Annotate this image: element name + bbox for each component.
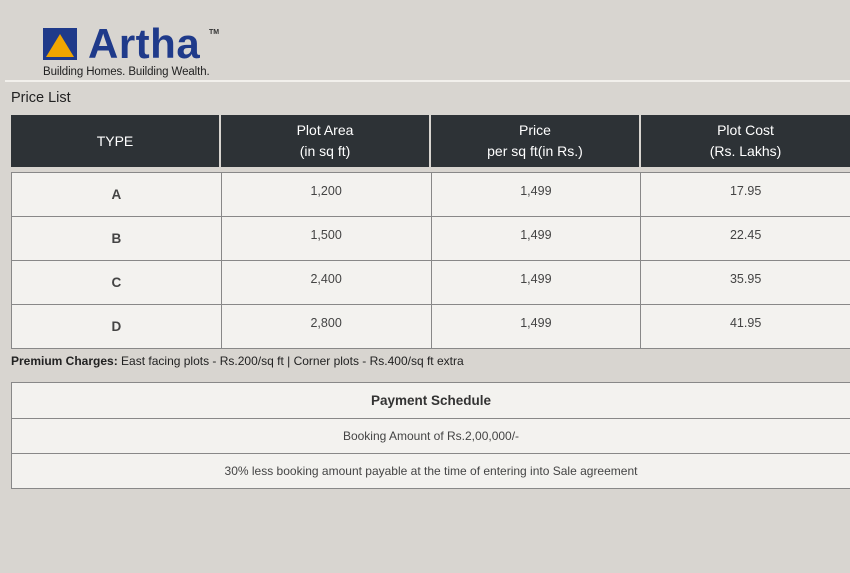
premium-charges-text: East facing plots - Rs.200/sq ft | Corner plots - Rs.400/sq ft extra	[121, 354, 464, 368]
cell-price: 1,499	[432, 173, 642, 216]
logo-mark-icon	[43, 28, 77, 60]
cell-cost: 22.45	[729, 228, 762, 242]
payment-schedule-table	[11, 382, 850, 489]
page-title: Price List	[11, 90, 71, 106]
premium-charges-label: Premium Charges:	[11, 354, 118, 368]
cell-type: C	[12, 261, 222, 304]
premium-charges-note	[11, 354, 464, 368]
cell-cost: 35.95	[729, 272, 762, 286]
cell-type: B	[12, 217, 222, 260]
price-table-header	[11, 115, 850, 167]
cell-area: 1,500	[222, 217, 432, 260]
table-row	[12, 261, 850, 305]
payment-schedule-row: 30% less booking amount payable at the time of entering into Sale agreement	[12, 454, 850, 489]
price-table-body	[11, 172, 850, 349]
cell-cost: 41.95	[729, 316, 762, 330]
header-price: Price per sq ft(in Rs.)	[431, 115, 641, 167]
brand-name: Artha	[88, 20, 201, 67]
payment-schedule-title: Payment Schedule	[12, 383, 850, 419]
cell-cost: 17.95	[729, 184, 762, 198]
cell-area: 1,200	[222, 173, 432, 216]
cell-area: 2,800	[222, 305, 432, 348]
table-row	[12, 305, 850, 349]
cell-area: 2,400	[222, 261, 432, 304]
brand-tagline: Building Homes. Building Wealth.	[43, 66, 210, 78]
header-divider	[5, 80, 850, 82]
cell-type: A	[12, 173, 222, 216]
header-type: TYPE	[11, 115, 221, 167]
cell-price: 1,499	[432, 305, 642, 348]
header-plot-cost: Plot Cost (Rs. Lakhs)	[709, 122, 782, 159]
payment-schedule-row: Booking Amount of Rs.2,00,000/-	[12, 419, 850, 454]
cell-price: 1,499	[432, 217, 642, 260]
cell-type: D	[12, 305, 222, 348]
cell-price: 1,499	[432, 261, 642, 304]
table-row	[12, 173, 850, 217]
brand-logo	[43, 20, 243, 80]
table-row	[12, 217, 850, 261]
header-plot-area: Plot Area (in sq ft)	[221, 115, 431, 167]
trademark-mark: TM	[209, 29, 220, 36]
